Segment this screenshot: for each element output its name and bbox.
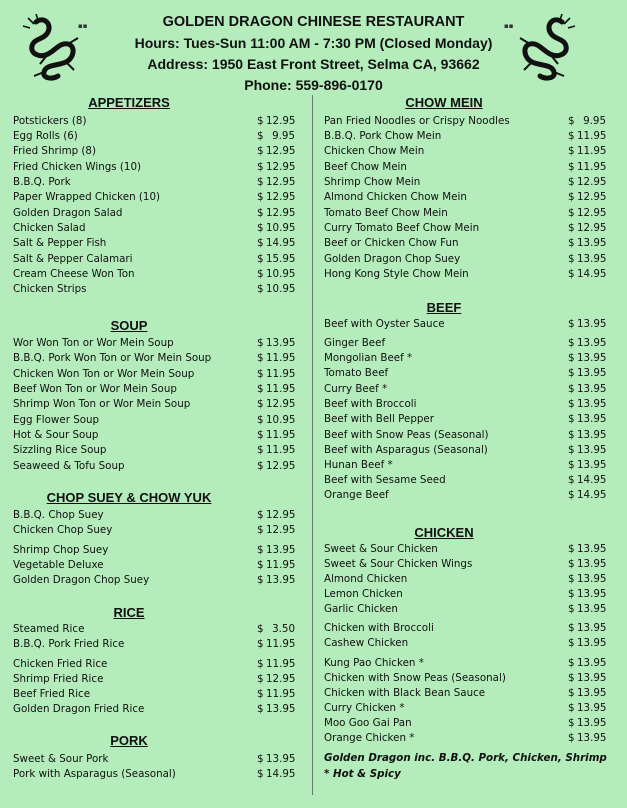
currency-symbol: $ (257, 429, 264, 441)
menu-item-name: Curry Tomato Beef Chow Mein (324, 222, 480, 234)
menu-item-price: 13.95 (577, 398, 607, 410)
menu-item-price: 3.50 (272, 623, 295, 635)
menu-item-price: 12.95 (266, 460, 296, 472)
menu-item-price: 12.95 (266, 115, 296, 127)
currency-symbol: $ (568, 130, 575, 142)
currency-symbol: $ (568, 352, 575, 364)
menu-item-name: Pan Fried Noodles or Crispy Noodles (324, 115, 510, 127)
menu-item-price: 11.95 (577, 145, 607, 157)
menu-item (13, 114, 303, 129)
currency-symbol: $ (568, 637, 575, 649)
currency-symbol: $ (257, 207, 264, 219)
currency-symbol: $ (257, 398, 264, 410)
section-title-chow-mein: CHOW MEIN (405, 95, 483, 110)
menu-item (324, 473, 614, 488)
menu-item-price: 12.95 (266, 191, 296, 203)
menu-item (324, 701, 614, 716)
menu-item-name: Chicken Chow Mein (324, 145, 425, 157)
currency-symbol: $ (568, 429, 575, 441)
menu-item-name: Orange Beef (324, 489, 389, 501)
menu-item-price: 13.95 (577, 429, 607, 441)
menu-item (324, 621, 614, 636)
menu-item (324, 443, 614, 458)
menu-item (13, 413, 303, 428)
currency-symbol: $ (568, 687, 575, 699)
menu-item-price: 13.95 (266, 544, 296, 556)
menu-item-name: Beef Chow Mein (324, 161, 407, 173)
menu-item-price: 13.95 (577, 717, 607, 729)
currency-symbol: $ (257, 115, 264, 127)
menu-item-name: B.B.Q. Pork Chow Mein (324, 130, 442, 142)
menu-item-name: Shrimp Chop Suey (13, 544, 109, 556)
currency-symbol: $ (568, 268, 575, 280)
menu-item-name: Chicken with Snow Peas (Seasonal) (324, 672, 506, 684)
menu-item-name: Beef with Broccoli (324, 398, 417, 410)
section-title-rice: RICE (113, 605, 145, 620)
menu-item (13, 367, 303, 382)
menu-item-name: Beef with Snow Peas (Seasonal) (324, 429, 489, 441)
menu-item (13, 657, 303, 672)
currency-symbol: $ (257, 703, 264, 715)
menu-item (13, 282, 303, 297)
currency-symbol: $ (257, 509, 264, 521)
menu-item (324, 458, 614, 473)
menu-item-name: Curry Chicken * (324, 702, 405, 714)
menu-item-price: 13.95 (577, 459, 607, 471)
menu-item-name: Hot & Sour Soup (13, 429, 99, 441)
menu-item-name: Chicken Chop Suey (13, 524, 113, 536)
menu-item (13, 221, 303, 236)
menu-item-price: 11.95 (266, 368, 296, 380)
menu-item-price: 13.95 (577, 444, 607, 456)
currency-symbol: $ (568, 657, 575, 669)
menu-item (13, 252, 303, 267)
currency-symbol: $ (568, 207, 575, 219)
menu-item-name: Wor Won Ton or Wor Mein Soup (13, 337, 174, 349)
menu-item-price: 13.95 (577, 657, 607, 669)
menu-item (13, 190, 303, 205)
menu-item (13, 267, 303, 282)
menu-item-name: Kung Pao Chicken * (324, 657, 424, 669)
menu-item-name: Hong Kong Style Chow Mein (324, 268, 469, 280)
currency-symbol: $ (568, 702, 575, 714)
menu-item-name: Cashew Chicken (324, 637, 409, 649)
currency-symbol: $ (568, 413, 575, 425)
menu-item-name: Beef with Bell Pepper (324, 413, 434, 425)
menu-item (13, 382, 303, 397)
menu-item-price: 9.95 (583, 115, 606, 127)
menu-item-name: Potstickers (8) (13, 115, 87, 127)
menu-item (324, 686, 614, 701)
currency-symbol: $ (568, 573, 575, 585)
menu-item (13, 687, 303, 702)
menu-item-price: 12.95 (266, 673, 296, 685)
menu-item (13, 351, 303, 366)
menu-item-name: Chicken Fried Rice (13, 658, 108, 670)
menu-item-name: Lemon Chicken (324, 588, 403, 600)
menu-item-price: 11.95 (266, 638, 296, 650)
menu-item-name: Curry Beef * (324, 383, 388, 395)
menu-item (324, 351, 614, 366)
menu-item-price: 13.95 (577, 622, 607, 634)
currency-symbol: $ (568, 115, 575, 127)
currency-symbol: $ (568, 145, 575, 157)
currency-symbol: $ (257, 444, 264, 456)
menu-item-price: 11.95 (266, 688, 296, 700)
menu-item-name: Fried Chicken Wings (10) (13, 161, 142, 173)
menu-item-price: 11.95 (266, 352, 296, 364)
menu-item-name: Seaweed & Tofu Soup (13, 460, 125, 472)
currency-symbol: $ (568, 367, 575, 379)
menu-item-price: 13.95 (577, 637, 607, 649)
currency-symbol: $ (257, 337, 264, 349)
restaurant-header (0, 12, 627, 96)
menu-item-price: 12.95 (577, 222, 607, 234)
currency-symbol: $ (257, 253, 264, 265)
menu-item (13, 672, 303, 687)
menu-item-price: 13.95 (577, 702, 607, 714)
menu-item (13, 129, 303, 144)
menu-item-price: 12.95 (577, 207, 607, 219)
currency-symbol: $ (257, 145, 264, 157)
menu-item-price: 10.95 (266, 222, 296, 234)
menu-item (324, 252, 614, 267)
menu-item (324, 412, 614, 427)
menu-item (324, 731, 614, 746)
menu-item (324, 267, 614, 282)
menu-item (324, 382, 614, 397)
menu-item (324, 236, 614, 251)
menu-item (13, 175, 303, 190)
currency-symbol: $ (568, 318, 575, 330)
menu-item-price: 13.95 (577, 367, 607, 379)
menu-item (13, 637, 303, 652)
menu-item-price: 12.95 (577, 176, 607, 188)
menu-item (324, 557, 614, 572)
menu-item-name: Vegetable Deluxe (13, 559, 104, 571)
menu-item-price: 13.95 (577, 573, 607, 585)
currency-symbol: $ (257, 524, 264, 536)
currency-symbol: $ (257, 268, 264, 280)
menu-item-price: 12.95 (577, 191, 607, 203)
menu-item-name: Chicken with Black Bean Sauce (324, 687, 486, 699)
currency-symbol: $ (257, 237, 264, 249)
menu-item (324, 114, 614, 129)
currency-symbol: $ (568, 622, 575, 634)
menu-item-name: Beef Fried Rice (13, 688, 91, 700)
currency-symbol: $ (257, 368, 264, 380)
menu-item (324, 488, 614, 503)
menu-item-name: Shrimp Won Ton or Wor Mein Soup (13, 398, 191, 410)
currency-symbol: $ (568, 459, 575, 471)
menu-item-name: Chicken with Broccoli (324, 622, 434, 634)
menu-item (324, 336, 614, 351)
menu-item-price: 13.95 (577, 383, 607, 395)
currency-symbol: $ (568, 444, 575, 456)
currency-symbol: $ (257, 191, 264, 203)
currency-symbol: $ (568, 383, 575, 395)
currency-symbol: $ (568, 176, 575, 188)
menu-item-price: 11.95 (266, 383, 296, 395)
menu-item (13, 523, 303, 538)
menu-item (13, 622, 303, 637)
menu-item (13, 752, 303, 767)
svg-text:▪▪: ▪▪ (78, 22, 88, 30)
menu-item-price: 12.95 (266, 207, 296, 219)
menu-item-price: 13.95 (266, 753, 296, 765)
menu-item-price: 11.95 (266, 429, 296, 441)
currency-symbol: $ (257, 414, 264, 426)
menu-item-price: 11.95 (266, 444, 296, 456)
menu-item-name: Ginger Beef (324, 337, 386, 349)
menu-item (13, 144, 303, 159)
restaurant-address: Address: 1950 East Front Street, Selma CA, 93662 (147, 56, 480, 72)
currency-symbol: $ (257, 638, 264, 650)
menu-item-name: Tomato Beef Chow Mein (324, 207, 448, 219)
currency-symbol: $ (257, 768, 264, 780)
currency-symbol: $ (568, 588, 575, 600)
menu-item-price: 13.95 (577, 603, 607, 615)
menu-item-price: 13.95 (577, 318, 607, 330)
menu-item (13, 543, 303, 558)
currency-symbol: $ (257, 352, 264, 364)
menu-item-price: 12.95 (266, 145, 296, 157)
menu-item (324, 206, 614, 221)
menu-item (13, 160, 303, 175)
currency-symbol: $ (257, 544, 264, 556)
menu-item-name: Sizzling Rice Soup (13, 444, 107, 456)
menu-item (13, 397, 303, 412)
currency-symbol: $ (257, 688, 264, 700)
menu-item-name: Mongolian Beef * (324, 352, 413, 364)
menu-item-name: Golden Dragon Salad (13, 207, 123, 219)
currency-symbol: $ (568, 222, 575, 234)
menu-item-name: Orange Chicken * (324, 732, 415, 744)
menu-item-price: 13.95 (577, 337, 607, 349)
menu-item (13, 767, 303, 782)
menu-item-name: Beef with Asparagus (Seasonal) (324, 444, 488, 456)
menu-item-name: Chicken Salad (13, 222, 86, 234)
menu-item-name: Shrimp Fried Rice (13, 673, 104, 685)
currency-symbol: $ (257, 383, 264, 395)
menu-item (13, 459, 303, 474)
menu-item-price: 11.95 (266, 658, 296, 670)
menu-item-name: Egg Flower Soup (13, 414, 100, 426)
menu-item-name: Sweet & Sour Pork (13, 753, 109, 765)
currency-symbol: $ (568, 474, 575, 486)
menu-item-price: 10.95 (266, 268, 296, 280)
section-title-chicken: CHICKEN (414, 525, 474, 540)
currency-symbol: $ (568, 717, 575, 729)
currency-symbol: $ (257, 161, 264, 173)
menu-item-price: 12.95 (266, 176, 296, 188)
menu-item-name: Paper Wrapped Chicken (10) (13, 191, 161, 203)
section-title-pork: PORK (110, 733, 148, 748)
menu-item-name: Beef with Oyster Sauce (324, 318, 445, 330)
menu-item-name: B.B.Q. Chop Suey (13, 509, 104, 521)
menu-item-price: 12.95 (266, 524, 296, 536)
menu-item (324, 636, 614, 651)
menu-item-price: 13.95 (266, 337, 296, 349)
menu-item (324, 428, 614, 443)
menu-item-name: Almond Chicken (324, 573, 408, 585)
menu-item (324, 671, 614, 686)
restaurant-phone: Phone: 559-896-0170 (244, 77, 383, 93)
menu-item-price: 14.95 (577, 268, 607, 280)
menu-item-price: 12.95 (266, 398, 296, 410)
menu-item-name: B.B.Q. Pork Won Ton or Wor Mein Soup (13, 352, 212, 364)
restaurant-hours: Hours: Tues-Sun 11:00 AM - 7:30 PM (Closed Monday) (134, 35, 493, 51)
currency-symbol: $ (568, 398, 575, 410)
menu-item (324, 144, 614, 159)
menu-item-price: 13.95 (577, 352, 607, 364)
currency-symbol: $ (568, 337, 575, 349)
menu-item-name: Beef with Sesame Seed (324, 474, 446, 486)
menu-item-price: 11.95 (577, 130, 607, 142)
menu-item (324, 317, 614, 332)
menu-item-name: Almond Chicken Chow Mein (324, 191, 467, 203)
menu-item (324, 397, 614, 412)
section-title-chop-suey: CHOP SUEY & CHOW YUK (46, 490, 212, 505)
menu-item (13, 443, 303, 458)
currency-symbol: $ (568, 603, 575, 615)
menu-item (324, 602, 614, 617)
menu-item-price: 15.95 (266, 253, 296, 265)
currency-symbol: $ (257, 222, 264, 234)
menu-item-price: 13.95 (577, 543, 607, 555)
menu-item-price: 12.95 (266, 161, 296, 173)
currency-symbol: $ (568, 161, 575, 173)
currency-symbol: $ (257, 460, 264, 472)
menu-item-name: Egg Rolls (6) (13, 130, 78, 142)
menu-item-name: Sweet & Sour Chicken Wings (324, 558, 473, 570)
menu-item-price: 13.95 (577, 558, 607, 570)
menu-item (13, 236, 303, 251)
menu-item-name: Beef or Chicken Chow Fun (324, 237, 459, 249)
menu-item (324, 129, 614, 144)
currency-symbol: $ (568, 672, 575, 684)
currency-symbol: $ (257, 559, 264, 571)
currency-symbol: $ (257, 658, 264, 670)
footnote-golden-dragon: Golden Dragon inc. B.B.Q. Pork, Chicken, Shrimp (324, 752, 607, 764)
currency-symbol: $ (257, 623, 264, 635)
menu-item-name: Pork with Asparagus (Seasonal) (13, 768, 176, 780)
menu-item (324, 716, 614, 731)
menu-item-name: Steamed Rice (13, 623, 85, 635)
menu-item-price: 13.95 (577, 672, 607, 684)
menu-item-price: 13.95 (577, 237, 607, 249)
currency-symbol: $ (257, 176, 264, 188)
menu-item-name: B.B.Q. Pork Fried Rice (13, 638, 125, 650)
menu-item-price: 14.95 (266, 768, 296, 780)
menu-item-name: B.B.Q. Pork (13, 176, 71, 188)
menu-item-price: 13.95 (266, 703, 296, 715)
menu-item-price: 13.95 (577, 687, 607, 699)
footnote-hot-spicy: * Hot & Spicy (324, 768, 401, 780)
menu-item-name: Hunan Beef * (324, 459, 393, 471)
menu-item (324, 656, 614, 671)
menu-item-name: Moo Goo Gai Pan (324, 717, 412, 729)
menu-item-name: Golden Dragon Chop Suey (13, 574, 150, 586)
currency-symbol: $ (257, 130, 264, 142)
section-title-beef: BEEF (426, 300, 462, 315)
currency-symbol: $ (568, 237, 575, 249)
menu-item-price: 10.95 (266, 283, 296, 295)
column-divider (312, 95, 313, 795)
menu-item (324, 542, 614, 557)
menu-item-name: Beef Won Ton or Wor Mein Soup (13, 383, 177, 395)
menu-item-name: Cream Cheese Won Ton (13, 268, 135, 280)
menu-item-name: Salt & Pepper Calamari (13, 253, 133, 265)
menu-item (324, 366, 614, 381)
menu-item-name: Shrimp Chow Mein (324, 176, 421, 188)
currency-symbol: $ (257, 574, 264, 586)
menu-item-name: Golden Dragon Chop Suey (324, 253, 461, 265)
restaurant-name: GOLDEN DRAGON CHINESE RESTAURANT (162, 14, 465, 30)
menu-item-name: Fried Shrimp (8) (13, 145, 96, 157)
menu-item-name: Golden Dragon Fried Rice (13, 703, 145, 715)
currency-symbol: $ (257, 753, 264, 765)
menu-item-name: Garlic Chicken (324, 603, 398, 615)
currency-symbol: $ (257, 673, 264, 685)
menu-item-price: 13.95 (577, 413, 607, 425)
menu-item-price: 11.95 (266, 559, 296, 571)
menu-item-name: Tomato Beef (324, 367, 389, 379)
menu-item (13, 206, 303, 221)
menu-item-price: 13.95 (577, 588, 607, 600)
menu-item-name: Chicken Won Ton or Wor Mein Soup (13, 368, 195, 380)
menu-item (13, 573, 303, 588)
menu-item (324, 572, 614, 587)
menu-item-price: 12.95 (266, 509, 296, 521)
menu-item-price: 14.95 (266, 237, 296, 249)
menu-item-price: 13.95 (577, 253, 607, 265)
menu-item-name: Sweet & Sour Chicken (324, 543, 438, 555)
currency-symbol: $ (568, 489, 575, 501)
menu-item (324, 160, 614, 175)
svg-text:▪▪: ▪▪ (504, 22, 514, 30)
section-title-appetizers: APPETIZERS (88, 95, 170, 110)
currency-symbol: $ (568, 543, 575, 555)
menu-item (324, 587, 614, 602)
menu-item-price: 9.95 (272, 130, 295, 142)
menu-item (13, 702, 303, 717)
currency-symbol: $ (568, 732, 575, 744)
menu-item (13, 336, 303, 351)
menu-item (13, 428, 303, 443)
menu-item-price: 14.95 (577, 489, 607, 501)
menu-item (13, 558, 303, 573)
currency-symbol: $ (257, 283, 264, 295)
menu-item-price: 13.95 (266, 574, 296, 586)
currency-symbol: $ (568, 253, 575, 265)
menu-item-price: 10.95 (266, 414, 296, 426)
menu-item-price: 14.95 (577, 474, 607, 486)
section-title-soup: SOUP (110, 318, 148, 333)
menu-item-price: 13.95 (577, 732, 607, 744)
menu-item (324, 190, 614, 205)
menu-item (324, 221, 614, 236)
currency-symbol: $ (568, 191, 575, 203)
currency-symbol: $ (568, 558, 575, 570)
menu-item-price: 11.95 (577, 161, 607, 173)
menu-item-name: Chicken Strips (13, 283, 87, 295)
menu-item-name: Salt & Pepper Fish (13, 237, 107, 249)
menu-item (13, 508, 303, 523)
menu-item (324, 175, 614, 190)
